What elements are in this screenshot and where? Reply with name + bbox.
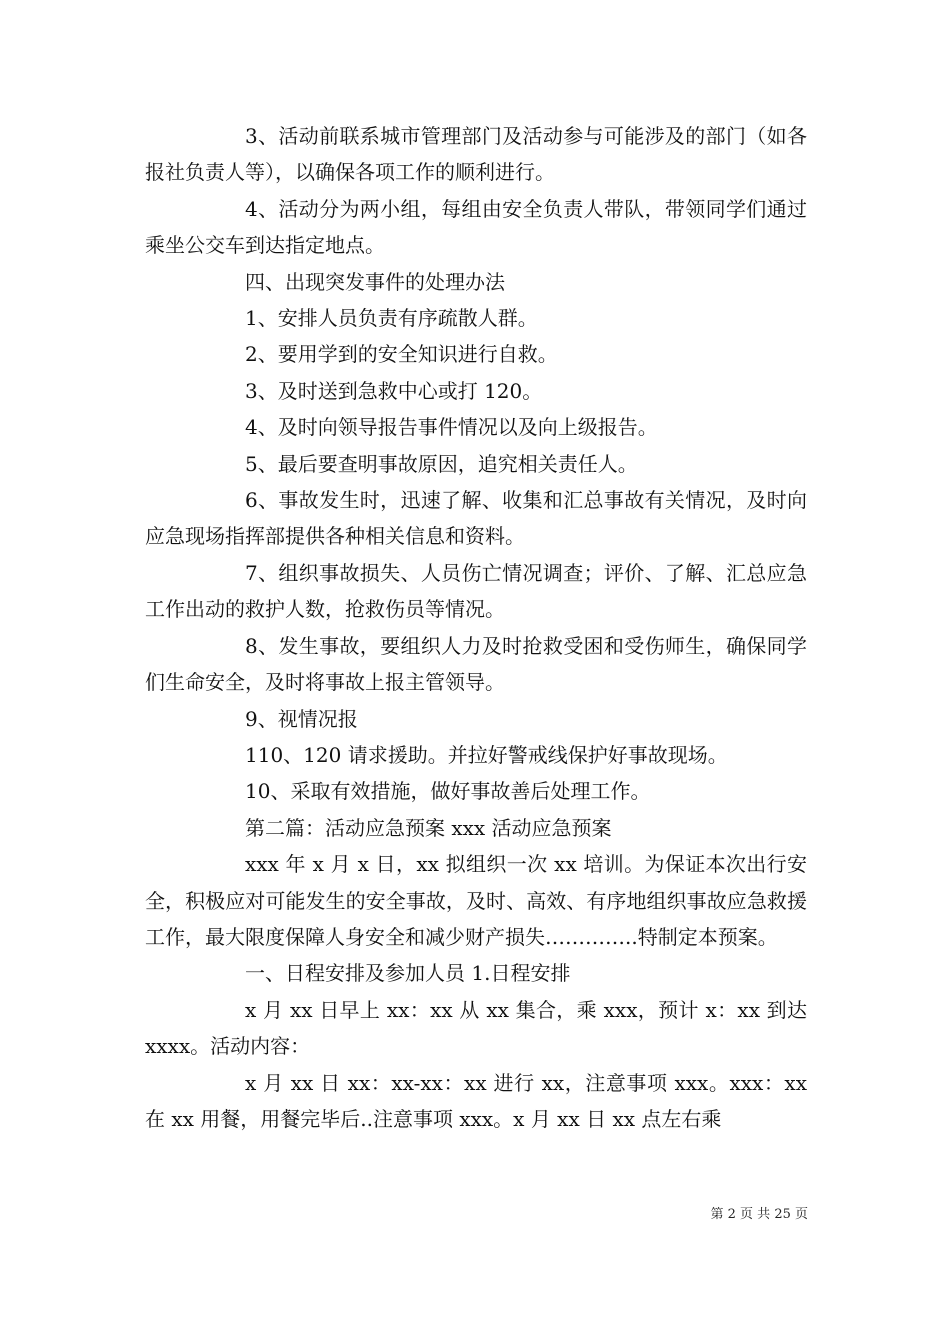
- paragraph-4: 1、安排人员负责有序疏散人群。: [245, 306, 538, 331]
- document-body: [145, 118, 807, 1137]
- section-heading-schedule: 一、日程安排及参加人员 1.日程安排: [245, 961, 571, 986]
- page-number-footer: 第 2 页 共 25 页: [710, 1207, 808, 1222]
- paragraph-1: 3、活动前联系城市管理部门及活动参与可能涉及的部门（如各报社负责人等），以确保各项工作的顺利进行。: [145, 124, 807, 185]
- paragraph-19: x 月 xx 日 xx：xx-xx：xx 进行 xx，注意事项 xxx。xxx：xx 在 xx 用餐，用餐完毕后..注意事项 xxx。x 月 xx 日 xx 点左右乘: [145, 1070, 807, 1131]
- paragraph-16: xxx 年 x 月 x 日，xx 拟组织一次 xx 培训。为保证本次出行安全，积极应对可能发生的安全事故，及时、高效、有序地组织事故应急救援工作，最大限度保障人身安全和减少财产损失…………..特制定本预案。: [145, 852, 807, 949]
- paragraph-12: 9、视情况报: [245, 706, 358, 731]
- section-heading-emergency: 四、出现突发事件的处理办法: [245, 269, 505, 294]
- paragraph-10: 7、组织事故损失、人员伤亡情况调查；评价、了解、汇总应急工作出动的救护人数，抢救伤员等情况。: [145, 560, 807, 622]
- paragraph-9: 6、事故发生时，迅速了解、收集和汇总事故有关情况，及时向应急现场指挥部提供各种相关信息和资料。: [145, 488, 807, 549]
- paragraph-8: 5、最后要查明事故原因，追究相关责任人。: [245, 451, 638, 476]
- paragraph-11: 8、发生事故，要组织人力及时抢救受困和受伤师生，确保同学们生命安全，及时将事故上报主管领导。: [145, 633, 807, 695]
- paragraph-5: 2、要用学到的安全知识进行自救。: [245, 342, 558, 367]
- paragraph-13: 110、120 请求援助。并拉好警戒线保护好事故现场。: [245, 742, 728, 767]
- paragraph-2: 4、活动分为两小组，每组由安全负责人带队，带领同学们通过乘坐公交车到达指定地点。: [145, 196, 807, 258]
- paragraph-6: 3、及时送到急救中心或打 120。: [245, 378, 543, 403]
- paragraph-7: 4、及时向领导报告事件情况以及向上级报告。: [245, 415, 658, 440]
- paragraph-14: 10、采取有效措施，做好事故善后处理工作。: [245, 779, 651, 804]
- section-heading-part-two: 第二篇：活动应急预案 xxx 活动应急预案: [245, 815, 612, 840]
- paragraph-18: x 月 xx 日早上 xx：xx 从 xx 集合，乘 xxx，预计 x：xx 到达 xxxx。活动内容：: [145, 997, 807, 1059]
